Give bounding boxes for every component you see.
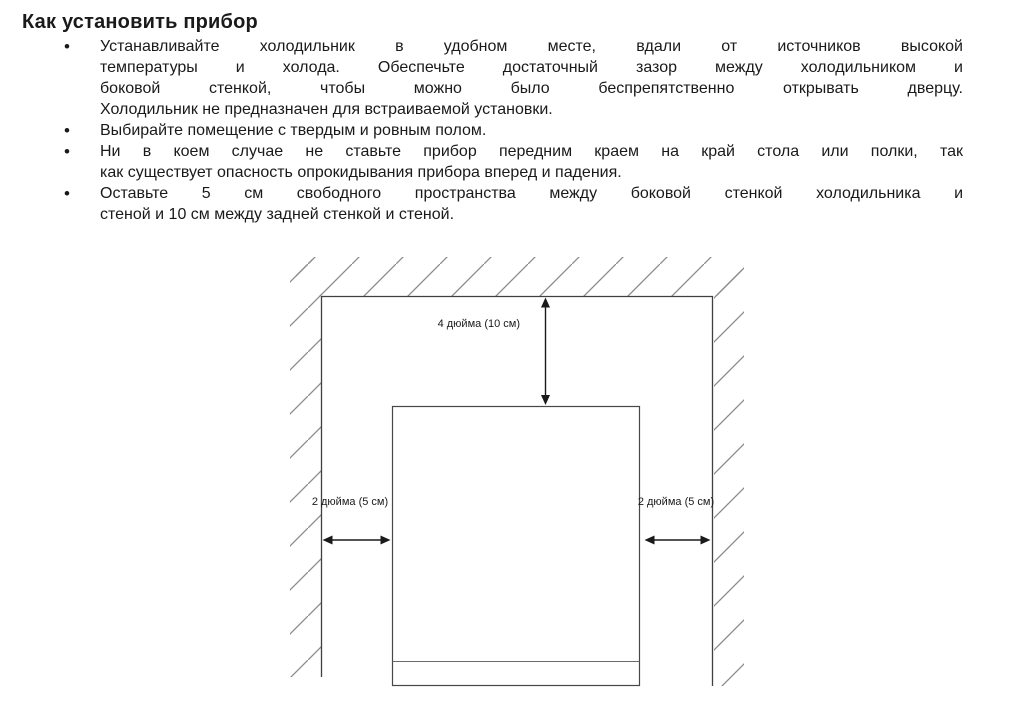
bullet-line: как существует опасность опрокидывания прибора вперед и падения.: [100, 164, 622, 181]
refrigerator-box: [393, 407, 640, 686]
top-clearance-arrow: [541, 298, 550, 406]
left-clearance-label: 2 дюйма (5 см): [311, 496, 389, 508]
bullet-dot: •: [64, 37, 70, 56]
bullet-line: Устанавливайте холодильник в удобном месте, вдали от источников высокой: [100, 38, 963, 55]
right-clearance-label: 2 дюйма (5 см): [637, 496, 715, 508]
bullet-dot: •: [64, 121, 70, 140]
left-clearance-arrow: [323, 536, 391, 545]
bullet-line: боковой стенкой, чтобы можно было беспрепятственно открывать дверцу.: [100, 80, 963, 97]
wall-hatch-right: [714, 259, 744, 686]
bullet-dot: •: [64, 142, 70, 161]
bullet-line: стеной и 10 см между задней стенкой и стеной.: [100, 206, 455, 223]
bullet-line: температуры и холода. Обеспечьте достаточный зазор между холодильником и: [100, 59, 963, 76]
bullet-dot: •: [64, 184, 70, 203]
right-clearance-arrow: [645, 536, 711, 545]
wall-hatch-left: [290, 259, 321, 677]
wall-hatch-top: [296, 257, 742, 296]
top-clearance-label: 4 дюйма (10 см): [437, 318, 520, 330]
page-title: Как установить прибор: [22, 11, 258, 33]
bullet-line: Холодильник не предназначен для встраиваемой установки.: [100, 101, 553, 118]
bullet-line: Оставьте 5 см свободного пространства между боковой стенкой холодильника и: [100, 185, 963, 202]
bullet-line: Выбирайте помещение с твердым и ровным полом.: [100, 122, 487, 139]
bullet-line: Ни в коем случае не ставьте прибор передним краем на край стола или полки, так: [100, 143, 963, 160]
